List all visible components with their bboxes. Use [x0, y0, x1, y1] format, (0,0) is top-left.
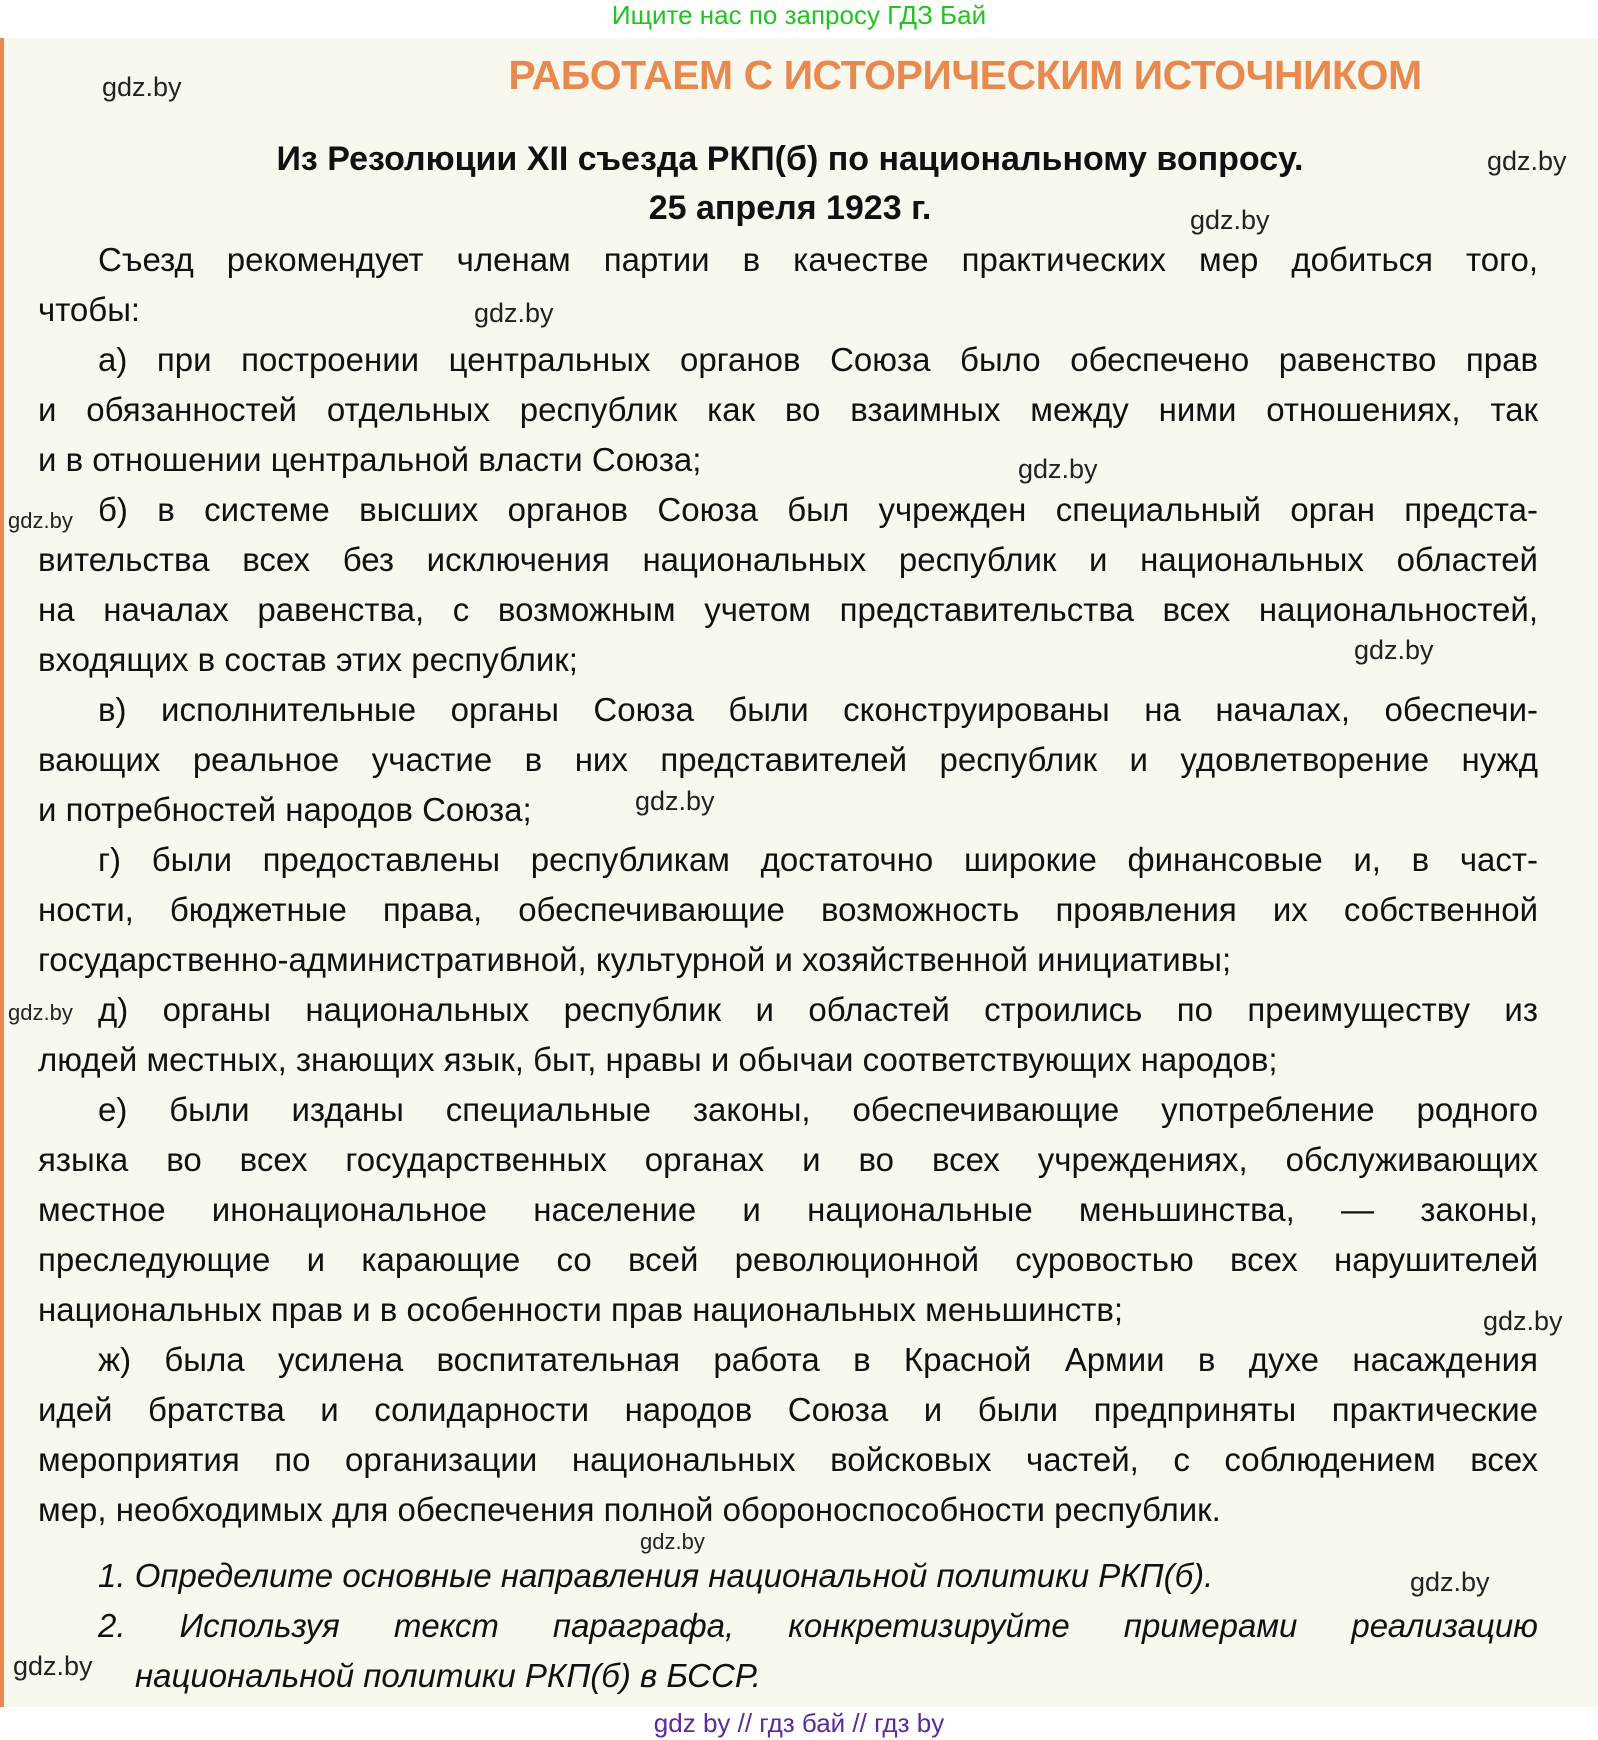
paragraph-line: г) были предоставлены республикам достаточно широкие финансовые и, в част- — [98, 841, 1538, 878]
paragraph-line: Съезд рекомендует членам партии в качестве практических мер добиться того, — [98, 241, 1538, 278]
watermark: gdz.by — [102, 72, 182, 102]
paragraph-line: д) органы национальных республик и областей строились по преимуществу из — [98, 991, 1538, 1028]
footer-links: gdz by // гдз бай // гдз by — [653, 1708, 945, 1738]
paragraph-line: е) были изданы специальные законы, обеспечивающие употребление родного — [98, 1091, 1538, 1128]
paragraph-line: чтобы: — [38, 291, 141, 328]
watermark: gdz.by — [1354, 635, 1434, 665]
paragraph-line: мероприятия по организации национальных войсковых частей, с соблюдением всех — [38, 1441, 1538, 1478]
paragraph-line: и обязанностей отдельных республик как во взаимных между ними отношениях, так — [38, 391, 1538, 428]
paragraph-line: мер, необходимых для обеспечения полной обороноспособности республик. — [38, 1491, 1221, 1528]
source-date: 25 апреля 1923 г. — [648, 189, 932, 227]
paragraph-line: вающих реальное участие в них представителей республик и удовлетворение нужд — [38, 741, 1538, 778]
source-title: Из Резолюции XII съезда РКП(б) по национальному вопросу. — [276, 140, 1304, 178]
paragraph-line: ности, бюджетные права, обеспечивающие возможность проявления их собственной — [38, 891, 1538, 928]
paragraph-line: идей братства и солидарности народов Союза и были предприняты практические — [38, 1391, 1538, 1428]
paragraph-line: и потребностей народов Союза; — [38, 791, 532, 828]
paragraph-line: вительства всех без исключения национальных республик и национальных областей — [38, 541, 1538, 578]
watermark: gdz.by — [474, 298, 554, 328]
paragraph-line: языка во всех государственных органах и во всех учреждениях, обслуживающих — [38, 1141, 1538, 1178]
watermark: gdz.by — [1190, 205, 1270, 235]
questions — [38, 1551, 1538, 1701]
watermark: gdz.by — [635, 786, 715, 816]
watermark: gdz.by — [1410, 1567, 1490, 1597]
paragraph-line: б) в системе высших органов Союза был учрежден специальный орган предста- — [98, 491, 1538, 528]
watermark: gdz.by — [1487, 146, 1567, 176]
paragraph-line: на началах равенства, с возможным учетом представительства всех национальностей, — [38, 591, 1538, 628]
watermark: gdz.by — [13, 1651, 93, 1681]
question-line: 1. Определите основные направления национальной политики РКП(б). — [98, 1557, 1214, 1594]
question-line: 2. Используя текст параграфа, конкретизируйте примерами реализацию — [98, 1607, 1538, 1644]
section-title: РАБОТАЕМ С ИСТОРИЧЕСКИМ ИСТОЧНИКОМ — [508, 52, 1422, 98]
paragraph-line: и в отношении центральной власти Союза; — [38, 441, 702, 478]
watermark: gdz.by — [1018, 454, 1098, 484]
paragraph-line: национальных прав и в особенности прав национальных меньшинств; — [38, 1291, 1124, 1328]
paragraph-line: ж) была усилена воспитательная работа в Красной Армии в духе насаждения — [98, 1341, 1538, 1378]
question-line: национальной политики РКП(б) в БССР. — [135, 1657, 761, 1694]
watermark: gdz.by — [640, 1529, 705, 1554]
paragraph-line: людей местных, знающих язык, быт, нравы и обычаи соответствующих народов; — [38, 1041, 1278, 1078]
paragraph-line: преследующие и карающие со всей революционной суровостью всех нарушителей — [38, 1241, 1538, 1278]
watermark: gdz.by — [1483, 1306, 1563, 1336]
watermark: gdz.by — [8, 1000, 73, 1025]
paragraph-line: в) исполнительные органы Союза были сконструированы на началах, обеспечи- — [98, 691, 1538, 728]
source-text — [38, 235, 1538, 1535]
search-hint: Ищите нас по запросу ГДЗ Бай — [611, 0, 987, 30]
watermark: gdz.by — [8, 508, 73, 533]
paragraph-line: а) при построении центральных органов Союза было обеспечено равенство прав — [98, 341, 1538, 378]
paragraph-line: местное инонациональное население и национальные меньшинства, — законы, — [38, 1191, 1538, 1228]
paragraph-line: государственно-административной, культурной и хозяйственной инициативы; — [38, 941, 1232, 978]
paragraph-line: входящих в состав этих республик; — [38, 641, 578, 678]
